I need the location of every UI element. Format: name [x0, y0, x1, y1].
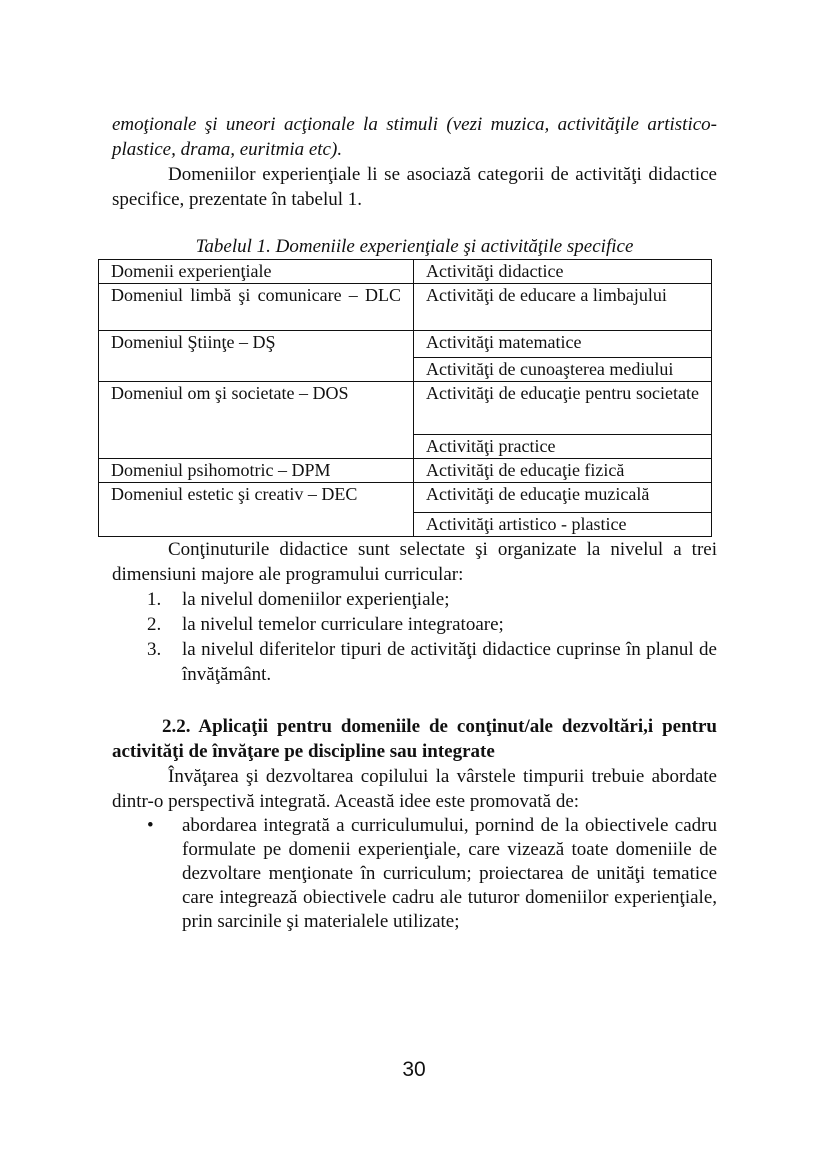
bullet-list — [112, 814, 717, 934]
activity-cell: Activităţi practice — [414, 435, 712, 459]
intro-italic-paragraph: emoţionale şi uneori acţionale la stimuli (vezi muzica, activităţile artistico-plastice, drama, euritmia etc). — [112, 114, 717, 160]
table-row — [99, 483, 712, 513]
domain-cell: Domeniul psihomotric – DPM — [99, 459, 414, 483]
list-number: 2. — [147, 614, 162, 635]
intro-paragraph: Domeniilor experienţiale li se asociază categorii de activităţi didactice specifice, prezentate în tabelul 1. — [112, 164, 717, 210]
list-text: la nivelul temelor curriculare integratoare; — [182, 614, 504, 635]
domain-cell: Domeniul limbă şi comunicare – DLC — [99, 284, 414, 331]
list-item — [112, 814, 717, 934]
list-number: 1. — [147, 589, 162, 610]
header-domains: Domenii experienţiale — [99, 260, 414, 284]
activity-cell: Activităţi de educaţie pentru societate — [414, 382, 712, 435]
list-item — [112, 587, 717, 612]
domain-cell: Domeniul om şi societate – DOS — [99, 382, 414, 459]
activity-cell: Activităţi de educaţie muzicală — [414, 483, 712, 513]
list-text: la nivelul diferitelor tipuri de activităţi didactice cuprinse în planul de învăţământ. — [182, 639, 717, 685]
content-paragraph: Conţinuturile didactice sunt selectate şi organizate la nivelul a trei dimensiuni majore ale programului curricular: — [112, 539, 717, 585]
activity-cell: Activităţi artistico - plastice — [414, 513, 712, 537]
page-content — [112, 112, 717, 934]
activity-cell: Activităţi de educaţie fizică — [414, 459, 712, 483]
list-item — [112, 612, 717, 637]
list-text: la nivelul domeniilor experienţiale; — [182, 589, 450, 610]
section-heading-text: 2.2. Aplicaţii pentru domeniile de conţinut/ale dezvoltări,i pentru activităţi de învăţare pe discipline sau integrate — [112, 716, 717, 762]
section-heading — [112, 714, 717, 764]
header-activities: Activităţi didactice — [414, 260, 712, 284]
domain-cell: Domeniul Ştiinţe – DŞ — [99, 331, 414, 382]
table-row — [99, 284, 712, 331]
activity-cell: Activităţi de cunoaşterea mediului — [414, 358, 712, 382]
bullet-icon: • — [147, 815, 154, 836]
table-row — [99, 331, 712, 358]
activity-cell: Activităţi de educare a limbajului — [414, 284, 712, 331]
table-header-row — [99, 260, 712, 284]
domain-cell: Domeniul estetic şi creativ – DEC — [99, 483, 414, 537]
table-row — [99, 382, 712, 435]
section-paragraph: Învăţarea şi dezvoltarea copilului la vârstele timpurii trebuie abordate dintr-o perspectivă integrată. Această idee este promovată de: — [112, 766, 717, 812]
table-caption: Tabelul 1. Domeniile experienţiale şi activităţile specifice — [195, 236, 634, 257]
table-row — [99, 459, 712, 483]
page-number: 30 — [402, 1058, 426, 1081]
list-number: 3. — [147, 639, 162, 660]
activity-cell: Activităţi matematice — [414, 331, 712, 358]
bullet-text: abordarea integrată a curriculumului, pornind de la obiectivele cadru formulate pe domenii experienţiale, care vizează toate domeniile de dezvoltare menţionate în curriculum; proiectarea de unităţi tematice care integrează obiectivele cadru ale tuturor domeniilor experienţiale, prin sarcinile şi materialele utilizate; — [182, 815, 717, 932]
list-item — [112, 637, 717, 687]
numbered-list — [112, 587, 717, 687]
domains-table — [98, 259, 712, 537]
